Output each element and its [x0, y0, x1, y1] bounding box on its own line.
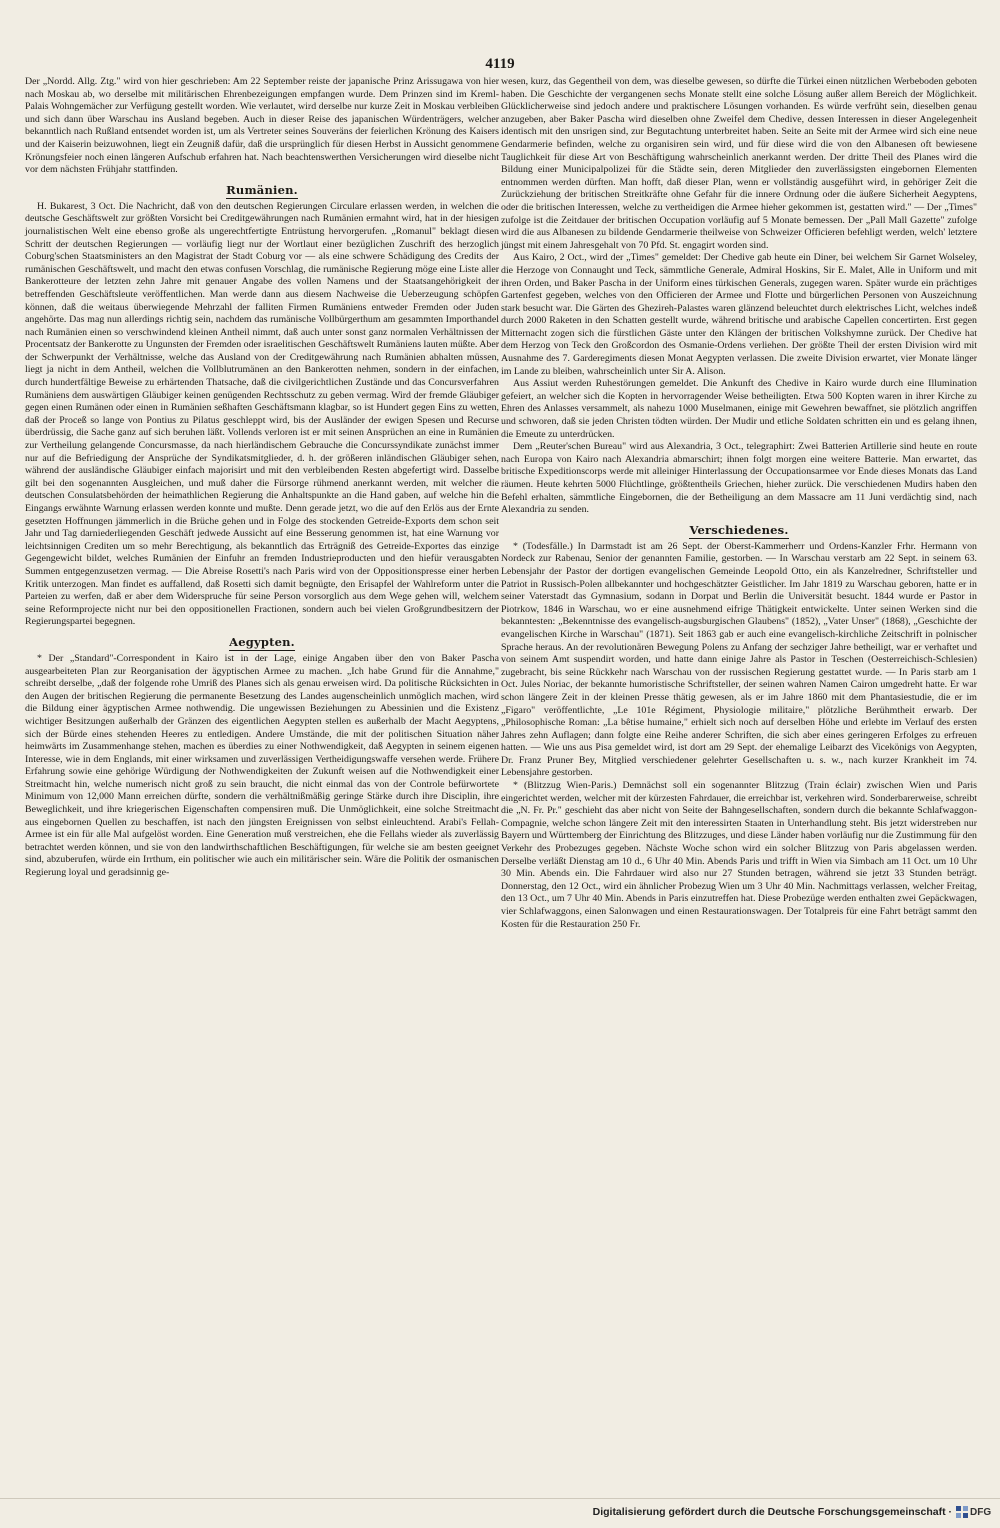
intro-paragraph: Der „Nordd. Allg. Ztg." wird von hier geschrieben: Am 22 September reiste der japanische Prinz Arissugawa von hier nach Moskau ab, wo derselbe mit militärischen Ehrenbezeigungen empfangen wurde. Dem Prinzen sind im Kreml-Palais Wohngemächer zur Verfügung gestellt worden. Wie verlautet, wird derselbe nur kurze Zeit in Moskau verbleiben und sich dann über Warschau ins Ausland begeben. Auch in dieser Reise des japanischen Würdenträgers, welcher bekanntlich nach Rußland entsendet worden ist, um als Vertreter seines Souveräns der feierlichen Krönung des Kaisers und der Kaiserin beizuwohnen, liegt ein Zeugniß dafür, daß die ursprünglich für diesen Herbst in Aussicht genommene Krönungsfeier noch einen längeren Aufschub erfahren hat. Nach beachtenswerthen Versicherungen wird dieselbe nicht vor dem nächsten Frühjahr stattfinden.: [25, 76, 499, 176]
aegypten-paragraph: * Der „Standard"-Correspondent in Kairo ist in der Lage, einige Angaben über den von Baker Pascha ausgearbeiteten Plan zur Reorganisation der ägyptischen Armee zu machen. „Ich habe Grund für die Annahme," schreibt derselbe, „daß der folgende rohe Umriß des Planes sich als genau erweisen wird. Da politische Rücksichten in den Augen der britischen Regierung die permanente Besetzung des Landes augenscheinlich unmöglich machen, wird die Bildung einer ägyptischen Armee nothwendig. Die ungewissen Beziehungen zu Abessinien und die Existenz wichtiger Besitzungen außerhalb der Gränzen des eigentlichen Aegypten stellen es außerhalb der Macht Aegyptens, sich der Bürde eines stehenden Heeres zu entledigen. Andere Umstände, die mit der politischen Situation näher heimwärts im Zusammenhange stehen, machen es überdies zu einer Nothwendigkeit, daß Aegypten in seinem eigenen Interesse, wie in dem Englands, mit einer wirksamen und zuverlässigen Vertheidigungswaffe versehen werde. Frühere Erfahrung sowie eine gehörige Würdigung der Nothwendigkeiten der Zukunft weisen auf die Nothwendigkeit einer Streitmacht hin, welche numerisch nicht groß zu sein braucht, die nicht einmal das von der Controle befürwortete Minimum von 12,000 Mann erreichen dürfte, sondern die verhältnißmäßig geringe Stärke durch ihre Disciplin, ihre Beweglichkeit, und ihre kriegerischen Eigenschaften compensiren muß. Die Unmöglichkeit, eine solche Streitmacht aus eingebornen Quellen zu beschaffen, ist nach den jüngsten Ereignissen von selbst einleuchtend. Arabi's Fellah-Armee ist ein für alle Mal aufgelöst worden. Eine Generation muß verstreichen, ehe die Fellahs wieder als zuverlässig betrachtet werden können, und sie von den landwirthschaftlichen Beschäftigungen, für welche sie am besten geeignet sind, abzuberufen, würde ein Irrthum, ein politischer wie auch ein militärischer sein. Wäre die Politik der osmanischen Regierung loyal und geradsinnig ge-: [25, 652, 499, 879]
dfg-logo: [956, 1503, 992, 1521]
digitization-credit: Digitalisierung gefördert durch die Deutsche Forschungsgemeinschaft ·: [592, 1506, 952, 1518]
alexandria-paragraph: Dem „Reuter'schen Bureau" wird aus Alexandria, 3 Oct., telegraphirt: Zwei Batterien Artillerie sind heute en route nach Europa von Kairo nach Alexandria abmarschirt; ihnen folgt morgen eine weitere Batterie. Man erwartet, das britische Expeditionscorps werde mit alleiniger Hinterlassung der Occupationsarmee vor Ende dieses Monats das Land räumen. Heute kehrten 5000 Flüchtlinge, größtentheils Griechen, hieher zurück. Die verschiedenen Mudirs haben den Befehl erhalten, sämmtliche Eingebornen, die der Betheiligung an dem Massacre am 11 Juni verdächtig sind, nach Alexandria zu senden.: [501, 441, 977, 516]
dfg-logo-icon: [956, 1506, 968, 1518]
footer-divider: [0, 1498, 1000, 1499]
todesfaelle-paragraph: * (Todesfälle.) In Darmstadt ist am 26 Sept. der Oberst-Kammerherr und Ordens-Kanzler Frhr. Hermann von Nordeck zur Rabenau, Senior der genannten Familie, gestorben. — In Warschau verstarb am 22 Sept. in seinem 63. Lebensjahr der Pastor der dortigen evangelischen Gemeinde Leopold Otto, ein als Kanzelredner, Schriftsteller und Patriot in Russisch-Polen allbekannter und hochgeschätzter Geistlicher. Im Jahr 1819 zu Warschau geboren, hatte er in seiner Vaterstadt das Gymnasium, sodann in Dorpat und Berlin die Universität besucht. 1844 wurde er Pastor in Piotrkow, 1846 in Warschau, wo er eine ausnehmend eifrige Thätigkeit entwickelte. Unter seinen Werken sind die bekanntesten: „Bekenntnisse des evangelisch-augsburgischen Glaubens" (1852), „Vater Unser" (1868), „Geschichte der evangelischen Kirche in Warschau" (1871). Seit 1863 gab er auch eine evangelisch-kirchliche Zeitschrift in polnischer Sprache heraus. An der revolutionären Bewegung Polens zu Anfang der sechziger Jahre betheiligt, war er verhaftet und von seinem Amt suspendirt worden, und hatte dann einige Jahre als Pastor in Teschen (Oesterreichisch-Schlesien) zugebracht, bis seine Rückkehr nach Warschau von der russischen Regierung gestattet wurde. — In Paris starb am 1 Oct. Jules Noriac, der bekannte humoristische Schriftsteller, der seinen wahren Namen Cairon umgedreht hatte. Er war schon längere Zeit in der kleinen Presse thätig gewesen, als er im Jahre 1860 mit dem Phantasiestudie, die er im „Figaro" veröffentlichte, „Le 101e Régiment, Physiologie militaire," plötzliche Berühmtheit erwarb. Der „Philosophische Roman: „La bêtise humaine," erhielt sich noch auf derselben Höhe und erlebte im Verlauf des ersten Jahres zehn Auflagen; dann folgte eine Reihe anderer Schriften, die sich aber eines geringeren Erfolges zu erfreuen hatten. — Wie uns aus Pisa gemeldet wird, ist dort am 29 Sept. der ehemalige Leibarzt des Vicekönigs von Aegypten, Dr. Franz Pruner Bey, Mitglied verschiedener gelehrter Gesellschaften u. s. w., nach kurzer Krankheit im 74. Lebensjahre gestorben.: [501, 540, 977, 779]
kairo-paragraph: Aus Kairo, 2 Oct., wird der „Times" gemeldet: Der Chedive gab heute ein Diner, bei welchem Sir Garnet Wolseley, die Herzoge von Connaught und Teck, sämmtliche Generale, Admiral Hoskins, Sir E. Malet, Alle in Uniform und mit ihren Orden, und Baker Pascha in der Uniform eines türkischen Generals, zugegen waren. Später wurde ein prächtiges Gartenfest gegeben, welches von den Officieren der Armee und Flotte und bürgerlichen Personen von Auszeichnung stark besucht war. Die Gärten des Ghezireh-Palastes waren glänzend beleuchtet durch elektrisches Licht, welches indeß durch 2000 Raketen in den Schatten gestellt wurde, während britische und arabische Capellen concertirten. Erst gegen Mitternacht zogen sich die fürstlichen Gäste unter den Klängen der britischen Volkshymne zurück. Der Chedive hat dem Herzog von Teck den Großcordon des Osmanie-Ordens verliehen. Der größte Theil der ersten Division wird mit Ausnahme des 7. Garderegiments diesen Monat Aegypten verlassen. Die zweite Division erwartet, vier Monate länger im Lande zu bleiben, wahrscheinlich unter Sir A. Alison.: [501, 252, 977, 377]
aegypten-continued-paragraph: wesen, kurz, das Gegentheil von dem, was dieselbe gewesen, so dürfte die Türkei einen nützlichen Werbeboden geboten haben. Die Geschichte der vergangenen sechs Monate stellt eine solche Lösung außer allem Bereich der Möglichkeit. Glücklicherweise sind jedoch andere und praktischere Lösungen vorhanden. Es würde verfrüht sein, dieselben genau anzugeben, aber Baker Pascha wird dieselben ohne Zweifel dem Chedive, dessen Interessen in dieser Angelegenheit identisch mit den unsrigen sind, zur Begutachtung unterbreitet haben. Seite an Seite mit der Armee wird sich eine neue Gendarmerie befinden, welche zu organisiren sein wird, und für diese wird die von den Albanesen oft bewiesene Tauglichkeit für diese Art von Beschäftigung wahrscheinlich anerkannt werden. Der dritte Theil des Planes wird die Bildung einer Municipalpolizei für die Städte sein, deren Mitglieder den zuverlässigsten eingebornen Elementen entnommen werden dürften. Man hofft, daß dieser Plan, wenn er vollständig ausgeführt wird, in gehöriger Zeit die Zurückziehung der britischen Streitkräfte ohne Gefahr für die innere Ordnung oder die äußere Sicherheit Aegyptens, oder die britischen Interessen, welche zu vertheidigen die Armee hieher gekommen ist, gestatten wird." — Der „Times" zufolge ist die Zeitdauer der britischen Occupation vorläufig auf 5 Monate bemessen. Der „Pall Mall Gazette" zufolge wird die aus Albanesen zu bildende Gendarmerie theilweise von Schweizer Officieren befehligt werden, welch' letztere jüngst mit einem Jahresgehalt von 70 Pfd. St. engagirt worden sind.: [501, 76, 977, 251]
dfg-logo-label: DFG: [970, 1506, 992, 1518]
section-heading-verschiedenes: Verschiedenes.: [689, 522, 789, 537]
rumaenien-paragraph: H. Bukarest, 3 Oct. Die Nachricht, daß von den deutschen Regierungen Circulare erlassen werden, in welchen die deutsche Geschäftswelt zur größten Vorsicht bei Creditgewährungen nach Rumänien ermahnt wird, hat in der hiesigen journalistischen Welt eine ebenso große als ungerechtfertigte Entrüstung hervorgerufen. „Romanul" beklagt diesen Schritt der deutschen Regierungen — vorläufig liegt nur der Wortlaut einer bezüglichen Zuschrift des herzoglich Coburg'schen Staatsministers an den Magistrat der Stadt Coburg vor — als eine schwere Schädigung des Credits der rumänischen Geschäftswelt, und macht den etwas confusen Vorschlag, die rumänische Regierung möge eine Liste aller Bankerotteure der letzten zehn Jahre mit genauer Angabe des vollen Namens und der Staatsangehörigkeit der betreffenden Geschäftsleute veröffentlichen. Man werde dann aus diesem Nachweise die Ueberzeugung schöpfen können, daß die weitaus überwiegende Mehrzahl der falliten Firmen Rumäniens entweder Fremden oder Juden angehörte. Das mag nun allerdings richtig sein, nachdem das rumänische Vollbürgerthum am gesammten Importhandel nach Rumänien einen so verschwindend kleinen Antheil nimmt, daß auch unter sonst ganz normalen Verhältnissen der Procentsatz der Bankerotte zu Ungunsten der Fremden oder israelitischen Geschäftswelt Rumäniens lauten müßte. Aber der Schwerpunkt der Verhältnisse, welche das Ausland von der Creditgewährung nach Rumänien abhalten müssen, liegt ja nicht in dem Antheil, welchen die Vollblutrumänen an den Bankerotten nehmen, sondern in der einfachen, durch hundertfältige Beweise zu erhärtenden Thatsache, daß die civilgerichtlichen Zustände und das Concursverfahren Rumäniens dem auswärtigen Gläubiger keinen genügenden Rechtsschutz zu geben vermag. Wird der fremde Gläubiger gegen einen Rumänen oder einen in Rumänien seßhaften Geschäftsmann klagbar, so ist Hundert gegen Eins zu wetten, daß der Proceß so lange von Pontius zu Pilatus geschleppt wird, bis der Ausländer der ewigen Spesen und Recurse überdrüssig, die Sache ganz auf sich beruhen läßt. Vollends verloren ist er mit seinen Ansprüchen an eine in Rumänien zur Vertheilung gelangende Concursmasse, da nach hierländischem Gebrauche die Concurssyndikate zunächst immer nur auf die Befriedigung der Ansprüche der Syndikatsmitglieder, d. h. der größeren inländischen Gläubiger sehen, während der ausländische Gläubiger einfach majorisirt und mit den verbleibenden Resten abgefertigt wird. Dasselbe gilt bei den sogenannten Ausgleichen, und muß daher die Fürsorge rühmend anerkannt werden, mit welcher die deutschen Consulatsbehörden der heimathlichen Regierung die Anhaltspunkte an die Hand gaben, auf welche hin die Eingangs erwähnte Warnung erlassen werden konnte und mußte. Denn gerade jetzt, wo die auf den Erlös aus der Ernte gesetzten Hoffnungen jämmerlich in die Brüche gehen und in Folge des stockenden Getreide-Exports dem schon seit Jahr und Tag darniederliegenden Geschäft jedwede Aussicht auf eine Besserung genommen ist, hat eine Warnung vor leichtsinnigen Crediten um so mehr Berechtigung, als bekanntlich das Erträgniß des Getreide-Exportes das einzige Gegengewicht bildet, welches Rumänien der Einfuhr an fremden Industrieproducten und den hiefür verausgabten Summen entgegenzusetzen vermag. — Die Abreise Rosetti's nach Paris wird von der Oppositionspresse einer herben Kritik unterzogen. Man findet es auffallend, daß Rosetti sich damit begnügte, den Erisapfel der Wahlreform unter die Parteien zu werfen, daß er aber dem Widerspruche für seine Person vorsorglich aus dem Wege gehen will, welchem seine Reformprojecte nicht nur bei den oppositionellen Fractionen, sondern auch bei vielen Großgrundbesitzern der Regierungspartei begegnen.: [25, 200, 499, 628]
section-heading-aegypten: Aegypten.: [229, 634, 295, 649]
left-column: [25, 76, 499, 880]
right-column: [501, 76, 977, 931]
page-number: 4119: [485, 56, 515, 72]
section-heading-rumaenien: Rumänien.: [226, 182, 298, 197]
assiut-paragraph: Aus Assiut werden Ruhestörungen gemeldet. Die Ankunft des Chedive in Kairo wurde durch eine Illumination gefeiert, an welcher sich die Kopten in hervorragender Weise betheiligten. Etwa 500 Kopten waren in ihrer Kirche zu Ehren des Anlasses versammelt, als nahezu 1000 Muselmanen, einige mit Gewehren bewaffnet, sie plötzlich angriffen und schworen, daß sie jeden Christen tödten würden. Der Mudir und etliche Soldaten schritten ein und es gelang ihnen, die Emeute zu unterdrücken.: [501, 378, 977, 440]
blitzzug-paragraph: * (Blitzzug Wien-Paris.) Demnächst soll ein sogenannter Blitzzug (Train éclair) zwischen Wien und Paris eingerichtet werden, welcher mit der kürzesten Fahrdauer, die erreichbar ist, verkehren wird. Sonderbarerweise, schreibt die „N. Fr. Pr." geschieht das aber nicht von Seite der Bahngesellschaften, sondern durch die bekannte Schlafwaggon-Compagnie, welche schon längere Zeit mit den interessirten Staaten in Unterhandlung steht. Bis jetzt widerstreben nur Bayern und Württemberg der Einrichtung des Blitzzuges, und diese Länder haben vorläufig nur die Zustimmung für den Verkehr des Probezuges gegeben. Nächste Woche schon wird ein solcher Blitzzug von Paris abgelassen werden. Derselbe verläßt Dienstag am 10 d., 6 Uhr 40 Min. Abends Paris und trifft in Wien via Simbach am 11 Oct. um 10 Uhr 30 Min. Abends ein. Die Fahrdauer wird also nur 27 Stunden betragen, während sie jetzt 33 Stunden beträgt. Donnerstag, den 12 Oct., wird ein ähnlicher Probezug Wien um 3 Uhr 40 Min. Nachmittags verlassen, welcher Freitag, den 13 Oct., um 7 Uhr 40 Min. Abends in Paris einzutreffen hat. Diese Probezüge werden enthalten zwei Gepäckwagen, vier Schlafwaggons, einen Salonwagen und einen Restaurationswagen. Der Totalpreis für eine Fahrt beträgt sammt den Kosten für die Restauration 250 Fr.: [501, 780, 977, 930]
